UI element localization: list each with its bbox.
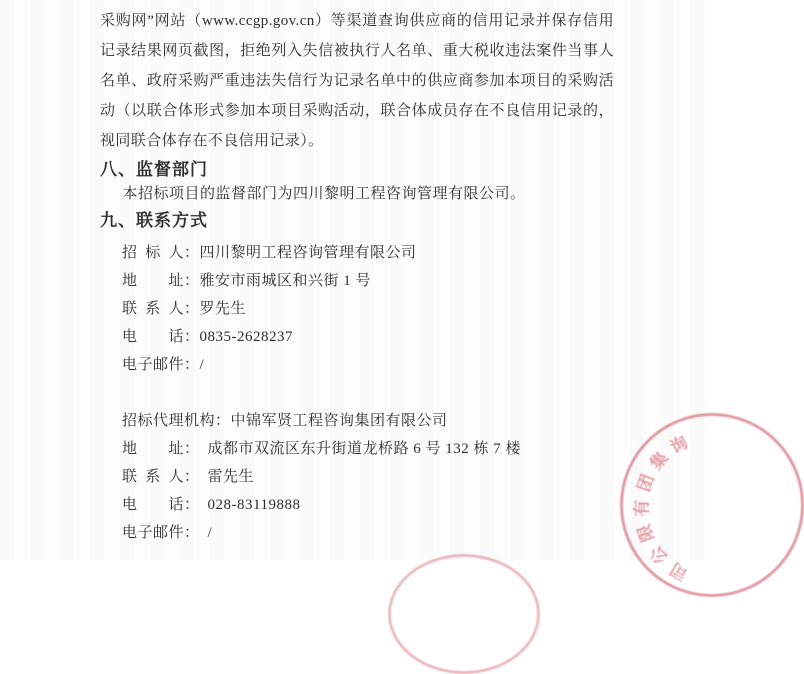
seal-arc-character: 限 bbox=[634, 521, 659, 545]
contact-row-value: 四川黎明工程咨询管理有限公司 bbox=[199, 245, 417, 261]
contact-row-label: 联系人 bbox=[122, 301, 184, 317]
contact-row-label: 电子邮件 bbox=[122, 357, 185, 373]
contact-row-colon: ： bbox=[184, 497, 193, 513]
contact-row-value: 成都市双流区东升街道龙桥路 6 号 132 栋 7 楼 bbox=[192, 441, 522, 457]
seal-arc-character: 询 bbox=[666, 432, 691, 458]
contact-row-colon: ： bbox=[184, 357, 200, 373]
section-heading-contact: 九、联系方式 bbox=[100, 211, 208, 230]
intro-paragraph: 采购网”网站（www.ccgp.gov.cn）等渠道查询供应商的信用记录并保存信用记录结果网页截图，拒绝列入失信被执行人名单、重大税收违法案件当事人名单、政府采购严重违法失信行为记录名单中的供应商参加本项目的采购活动（以联合体形式参加本项目采购活动，联合体成员存在不良信用记录的，视同联合体存在不良信用记录）。 bbox=[100, 13, 614, 149]
contact-row bbox=[122, 491, 614, 519]
seal-arc-character: 司 bbox=[666, 558, 691, 584]
contact-row-label: 招标代理机构 bbox=[122, 413, 216, 429]
seal-arc-character: 集 bbox=[646, 448, 672, 474]
contact-row-value: 中锦军贤工程咨询集团有限公司 bbox=[230, 413, 448, 429]
contact-row-label: 电话 bbox=[122, 497, 184, 513]
contact-row-value: 028-83119888 bbox=[192, 497, 301, 513]
supervision-body-text: 本招标项目的监督部门为四川黎明工程咨询管理有限公司。 bbox=[122, 186, 526, 202]
seal-arc-character: 有 bbox=[632, 499, 652, 517]
contact-row-colon: ： bbox=[184, 441, 193, 457]
contact-row bbox=[122, 323, 614, 351]
seal-arc-character: 团 bbox=[634, 471, 659, 495]
contact-row-colon: ： bbox=[184, 329, 200, 345]
contact-row-value: 罗先生 bbox=[199, 301, 247, 317]
contact-row-label: 地址 bbox=[122, 273, 184, 289]
contact-row-label: 电话 bbox=[122, 329, 184, 345]
contact-row bbox=[122, 519, 614, 547]
contact-row-colon: ： bbox=[184, 301, 200, 317]
contact-row-value: 雷先生 bbox=[192, 469, 255, 485]
contact-row-colon: ： bbox=[184, 469, 193, 485]
contact-row-label: 地址 bbox=[122, 441, 184, 457]
contact-blocks bbox=[100, 239, 614, 547]
contact-row bbox=[122, 351, 614, 379]
red-seal-bottom-arc bbox=[388, 554, 540, 674]
contact-row bbox=[122, 267, 614, 295]
contact-row bbox=[122, 239, 614, 267]
red-company-seal-partial bbox=[620, 413, 804, 597]
seal-arc-character: 公 bbox=[646, 542, 672, 568]
contact-row-label: 联系人 bbox=[122, 469, 184, 485]
contact-row-colon: ： bbox=[184, 525, 193, 541]
contact-row-colon: ： bbox=[215, 413, 231, 429]
contact-block-agency-contact bbox=[122, 407, 614, 547]
document-content bbox=[100, 6, 614, 547]
contact-row-value: 0835-2628237 bbox=[199, 329, 294, 345]
contact-row bbox=[122, 407, 614, 435]
contact-row-label: 招标人 bbox=[122, 245, 184, 261]
contact-row bbox=[122, 295, 614, 323]
contact-block-tenderer-contact bbox=[122, 239, 614, 379]
contact-row-label: 电子邮件 bbox=[122, 525, 185, 541]
contact-row-value: 雅安市雨城区和兴街 1 号 bbox=[199, 273, 372, 289]
contact-row-value: / bbox=[199, 357, 205, 373]
contact-row bbox=[122, 463, 614, 491]
contact-row-value: / bbox=[192, 525, 213, 541]
section-heading-supervision: 八、监督部门 bbox=[100, 160, 208, 179]
contact-row-colon: ： bbox=[184, 245, 200, 261]
contact-row-colon: ： bbox=[184, 273, 200, 289]
contact-row bbox=[122, 435, 614, 463]
